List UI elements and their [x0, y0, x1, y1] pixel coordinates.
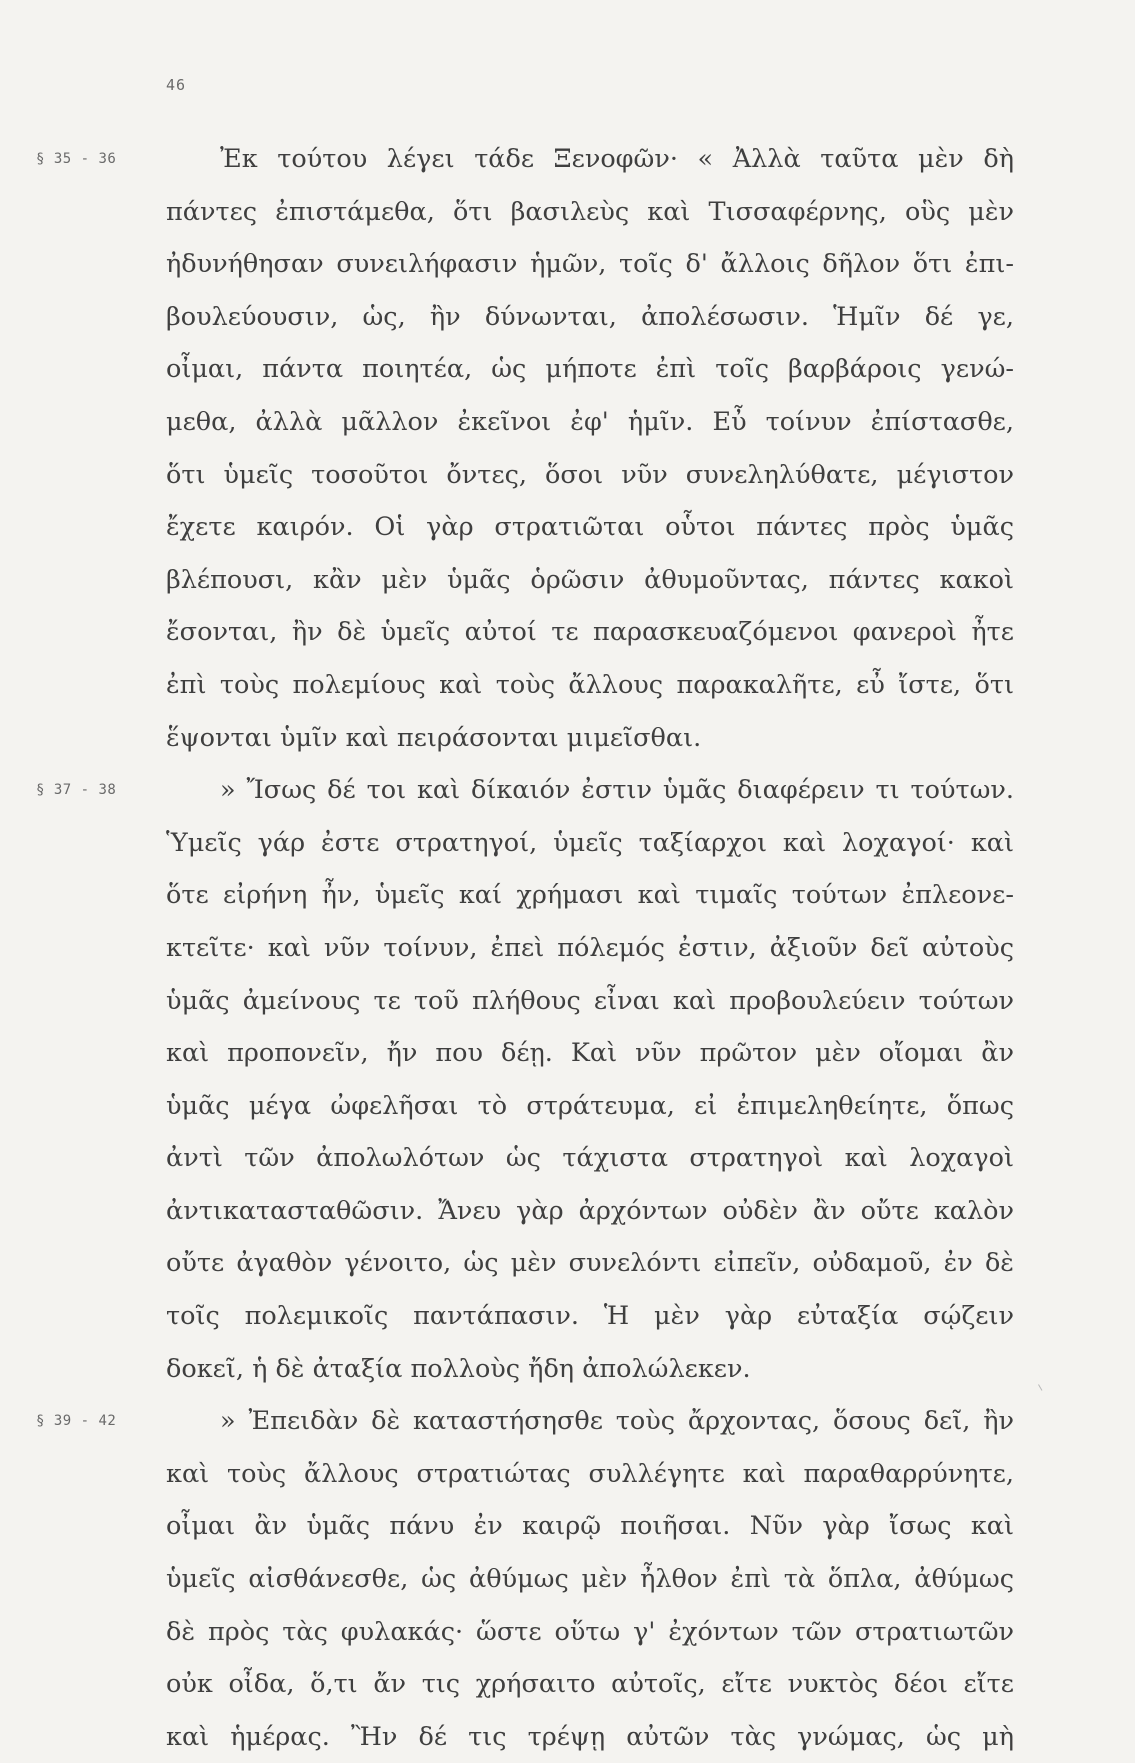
line-text: Ἐκ τούτου λέγει τάδε Ξενοφῶν· « Ἀλλὰ ταῦτα μὲν δὴ: [220, 144, 1014, 174]
line-text: » Ἐπειδὰν δὲ καταστήσησθε τοὺς ἄρχοντας, ὅσους δεῖ, ἢν: [220, 1406, 1014, 1437]
text-line: βλέπουσι, κἂν μὲν ὑμᾶς ὁρῶσιν ἀθυμοῦντας, πάντες κακοὶ: [166, 564, 1014, 595]
text-line: δοκεῖ, ἡ δὲ ἀταξία πολλοὺς ἤδη ἀπολώλεκεν.: [166, 1353, 751, 1384]
text-line: οὔτε ἀγαθὸν γένοιτο, ὡς μὲν συνελόντι εἰπεῖν, οὐδαμοῦ, ἐν δὲ: [166, 1248, 1014, 1279]
text-line: Ὑμεῖς γάρ ἐστε στρατηγοί, ὑμεῖς ταξίαρχοι καὶ λοχαγοί· καὶ: [166, 827, 1014, 858]
text-line: οὐκ οἶδα, ὅ,τι ἄν τις χρήσαιτο αὐτοῖς, εἴτε νυκτὸς δέοι εἴτε: [166, 1669, 1014, 1700]
text-line: καὶ τοὺς ἄλλους στρατιώτας συλλέγητε καὶ παραθαρρύνητε,: [166, 1458, 1014, 1489]
section-reference: § 37 - 38: [36, 782, 117, 799]
text-line: ὑμᾶς ἀμείνους τε τοῦ πλήθους εἶναι καὶ προβουλεύειν τούτων: [166, 985, 1014, 1016]
text-line: [36, 1395, 1014, 1448]
page-number: 46: [166, 76, 187, 94]
text-line: ὑμεῖς αἰσθάνεσθε, ὡς ἀθύμως μὲν ἦλθον ἐπὶ τὰ ὅπλα, ἀθύμως: [166, 1564, 1014, 1595]
body-text: [36, 133, 1014, 1763]
text-line: [36, 764, 1014, 817]
text-line: ἐπὶ τοὺς πολεμίους καὶ τοὺς ἄλλους παρακαλῆτε, εὖ ἴστε, ὅτι: [166, 669, 1014, 700]
text-line: μεθα, ἀλλὰ μᾶλλον ἐκεῖνοι ἐφ' ἡμῖν. Εὖ τοίνυν ἐπίστασθε,: [166, 406, 1014, 437]
text-line: δὲ πρὸς τὰς φυλακάς· ὥστε οὕτω γ' ἐχόντων τῶν στρατιωτῶν: [166, 1616, 1014, 1647]
text-line: [36, 133, 1014, 186]
text-line: καὶ ἡμέρας. Ἢν δέ τις τρέψῃ αὐτῶν τὰς γνώμας, ὡς μὴ: [166, 1721, 1014, 1752]
paper-mark: [1035, 1384, 1043, 1393]
text-line: οἶμαι ἂν ὑμᾶς πάνυ ἐν καιρῷ ποιῆσαι. Νῦν γὰρ ἴσως καὶ: [166, 1511, 1014, 1542]
text-line: βουλεύουσιν, ὡς, ἢν δύνωνται, ἀπολέσωσιν. Ἡμῖν δέ γε,: [166, 301, 1014, 332]
text-line: καὶ προπονεῖν, ἤν που δέῃ. Καὶ νῦν πρῶτον μὲν οἴομαι ἂν: [166, 1038, 1014, 1069]
text-line: ἕψονται ὑμῖν καὶ πειράσονται μιμεῖσθαι.: [166, 722, 702, 753]
section-reference: § 39 - 42: [36, 1413, 117, 1430]
section-reference: § 35 - 36: [36, 151, 117, 167]
text-line: κτεῖτε· καὶ νῦν τοίνυν, ἐπεὶ πόλεμός ἐστιν, ἀξιοῦν δεῖ αὐτοὺς: [166, 932, 1014, 963]
text-line: ὅτε εἰρήνη ἦν, ὑμεῖς καί χρήμασι καὶ τιμαῖς τούτων ἐπλεονε-: [166, 880, 1014, 911]
text-line: ὅτι ὑμεῖς τοσοῦτοι ὄντες, ὅσοι νῦν συνεληλύθατε, μέγιστον: [166, 459, 1014, 490]
text-line: οἶμαι, πάντα ποιητέα, ὡς μήποτε ἐπὶ τοῖς βαρβάροις γενώ-: [166, 354, 1014, 385]
text-line: πάντες ἐπιστάμεθα, ὅτι βασιλεὺς καὶ Τισσαφέρνης, οὓς μὲν: [166, 196, 1014, 227]
text-line: ἀντὶ τῶν ἀπολωλότων ὡς τάχιστα στρατηγοὶ καὶ λοχαγοὶ: [166, 1143, 1014, 1174]
text-line: ἠδυνήθησαν συνειλήφασιν ἡμῶν, τοῖς δ' ἄλλοις δῆλον ὅτι ἐπι-: [166, 249, 1014, 280]
text-line: ἀντικατασταθῶσιν. Ἄνευ γὰρ ἀρχόντων οὐδὲν ἂν οὔτε καλὸν: [166, 1195, 1014, 1226]
text-line: ἔσονται, ἢν δὲ ὑμεῖς αὐτοί τε παρασκευαζόμενοι φανεροὶ ἦτε: [166, 617, 1014, 648]
line-text: » Ἴσως δέ τοι καὶ δίκαιόν ἐστιν ὑμᾶς διαφέρειν τι τούτων.: [220, 775, 1014, 806]
text-line: τοῖς πολεμικοῖς παντάπασιν. Ἡ μὲν γὰρ εὐταξία σῴζειν: [166, 1301, 1014, 1332]
text-line: ὑμᾶς μέγα ὠφελῆσαι τὸ στράτευμα, εἰ ἐπιμεληθείητε, ὅπως: [166, 1090, 1014, 1121]
text-line: ἔχετε καιρόν. Οἱ γὰρ στρατιῶται οὗτοι πάντες πρὸς ὑμᾶς: [166, 512, 1014, 543]
